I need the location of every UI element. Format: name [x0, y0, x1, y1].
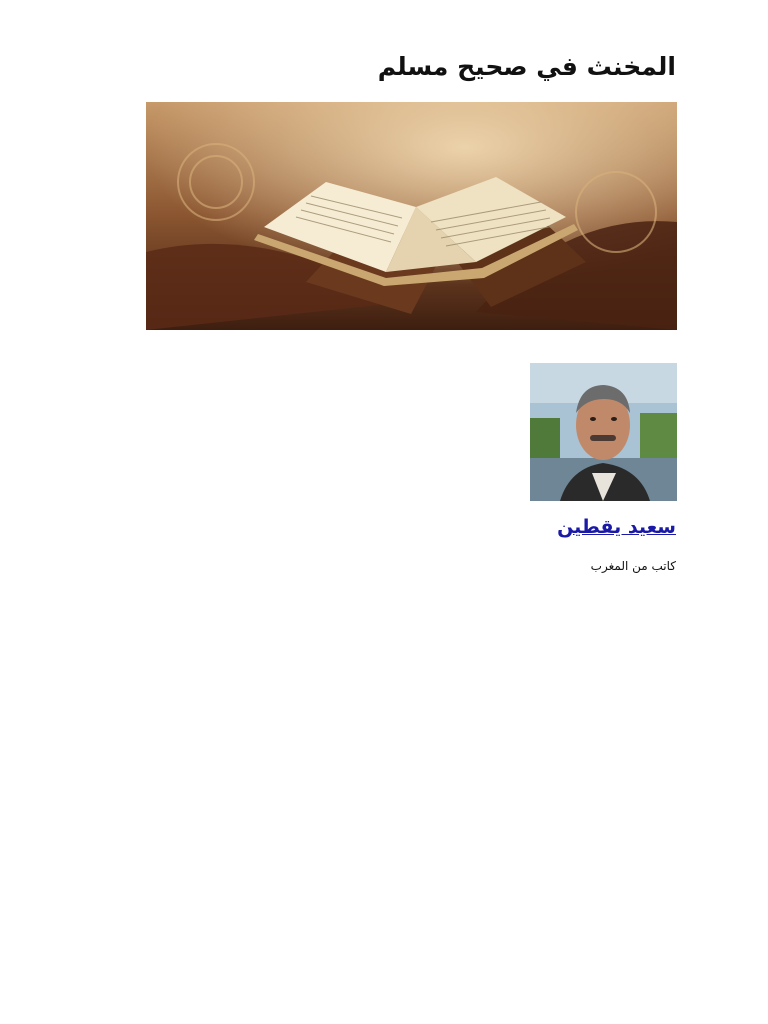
- paragraph-line: [98, 861, 678, 878]
- paragraph-line: [98, 683, 678, 700]
- paragraph-line: [98, 649, 678, 666]
- paragraph-line: [98, 598, 678, 615]
- author-caption: كاتب من المغرب: [590, 559, 676, 573]
- paragraph-line: [98, 742, 678, 759]
- paragraph-line: [98, 615, 678, 632]
- paragraph-3: [98, 894, 678, 996]
- paragraph-line: [98, 810, 678, 827]
- paragraph-2: [98, 742, 678, 878]
- hero-image-quran: [146, 102, 677, 330]
- paragraph-line: [98, 979, 678, 996]
- paragraph-line: [98, 962, 678, 979]
- article-title: المخنث في صحيح مسلم: [377, 52, 676, 81]
- paragraph-line: [98, 911, 678, 928]
- paragraph-line: [98, 894, 678, 911]
- author-name-link[interactable]: سعيد يقطين: [557, 516, 676, 538]
- open-book-illustration: [146, 102, 677, 330]
- paragraph-line: [98, 928, 678, 945]
- paragraph-line: [98, 793, 678, 810]
- paragraph-line: [98, 632, 678, 649]
- paragraph-1: [98, 598, 678, 700]
- paragraph-line: [98, 759, 678, 776]
- paragraph-line: [98, 844, 678, 861]
- author-photo: [530, 363, 677, 501]
- paragraph-line: [98, 945, 678, 962]
- avatar: [530, 363, 677, 501]
- paragraph-line: [98, 776, 678, 793]
- paragraph-line: [98, 666, 678, 683]
- paragraph-line: [98, 827, 678, 844]
